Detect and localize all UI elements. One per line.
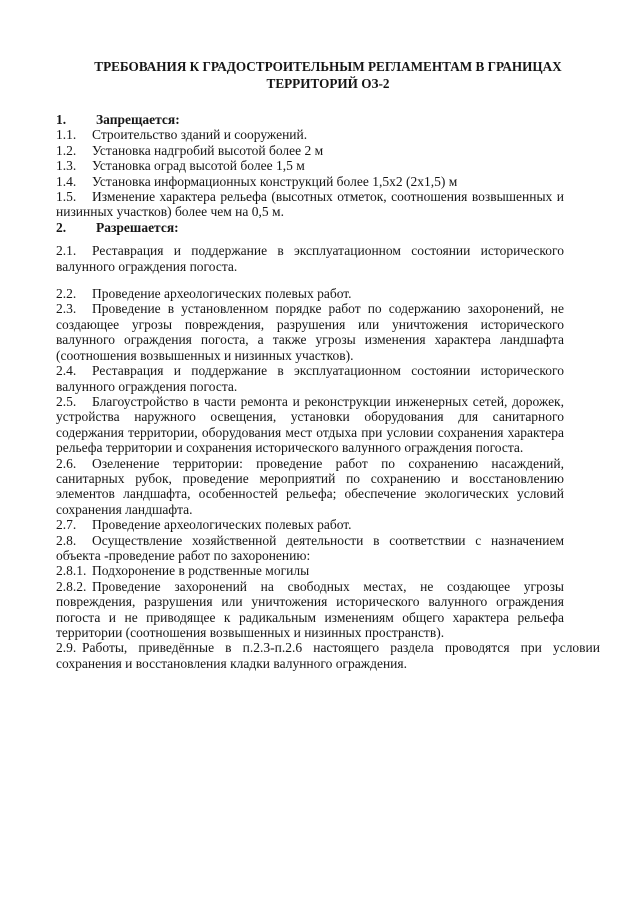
document-body bbox=[56, 112, 600, 671]
list-item: 1.4. Установка информационных конструкций более 1,5х2 (2х1,5) м bbox=[56, 173, 458, 189]
list-item: 2.8.2. Проведение захоронений на свободных местах, не создающее угрозы повреждения, разрушения или уничтожения исторического валунного ограждения погоста и не приводящее к радикальным изменениям общего характера рельефа территории (соотношения возвышенных и низинных пространств). bbox=[56, 578, 564, 640]
list-item: 1.5. Изменение характера рельефа (высотных отметок, соотношения возвышенных и низинных участков) более чем на 0,5 м. bbox=[56, 189, 564, 220]
list-item: 2.3. Проведение в установленном порядке работ по содержанию захоронений, не создающее угрозы повреждения, разрушения или уничтожения исторического валунного ограждения погоста, а также угрозы изменения характера ландшафта (соотношения возвышенных и низинных участков). bbox=[56, 301, 564, 363]
list-item: 2.2. Проведение археологических полевых работ. bbox=[56, 286, 352, 302]
list-item: 2.8. Осуществление хозяйственной деятельности в соответствии с назначением объекта -проведение работ по захоронению: bbox=[56, 532, 564, 563]
document-title bbox=[48, 58, 608, 92]
title-line-2: ТЕРРИТОРИЙ ОЗ-2 bbox=[266, 76, 390, 91]
list-item: 1.2. Установка надгробий высотой более 2 м bbox=[56, 142, 324, 158]
title-line-1: ТРЕБОВАНИЯ К ГРАДОСТРОИТЕЛЬНЫМ РЕГЛАМЕНТАМ В ГРАНИЦАХ bbox=[94, 59, 562, 74]
section-1-heading: 1. Запрещается: bbox=[56, 112, 180, 127]
list-item: 2.8.1. Подхоронение в родственные могилы bbox=[56, 563, 310, 579]
list-item: 2.6. Озеленение территории: проведение работ по сохранению насаждений, санитарных рубок, проведение мероприятий по сохранению и восстановлению элементов ландшафта, особенностей рельефа; обеспечение экологических условий сохранения ландшафта. bbox=[56, 455, 564, 517]
list-item: 1.1. Строительство зданий и сооружений. bbox=[56, 127, 308, 143]
list-item: 2.4. Реставрация и поддержание в эксплуатационном состоянии исторического валунного ограждения погоста. bbox=[56, 363, 564, 394]
list-item: 2.9. Работы, приведённые в п.2.3-п.2.6 настоящего раздела проводятся при условии сохранения и восстановления кладки валунного ограждения. bbox=[56, 640, 600, 671]
list-item: 2.1. Реставрация и поддержание в эксплуатационном состоянии исторического валунного ограждения погоста. bbox=[56, 243, 564, 274]
list-item: 2.7. Проведение археологических полевых работ. bbox=[56, 517, 352, 533]
list-item: 1.3. Установка оград высотой более 1,5 м bbox=[56, 158, 305, 174]
section-2-heading: 2. Разрешается: bbox=[56, 219, 179, 235]
list-item: 2.5. Благоустройство в части ремонта и реконструкции инженерных сетей, дорожек, устройства наружного освещения, установки оборудования для санитарного содержания территории, оборудования мест отдыха при условии сохранения характера рельефа территории и сохранения исторического валунного ограждения погоста. bbox=[56, 393, 564, 456]
